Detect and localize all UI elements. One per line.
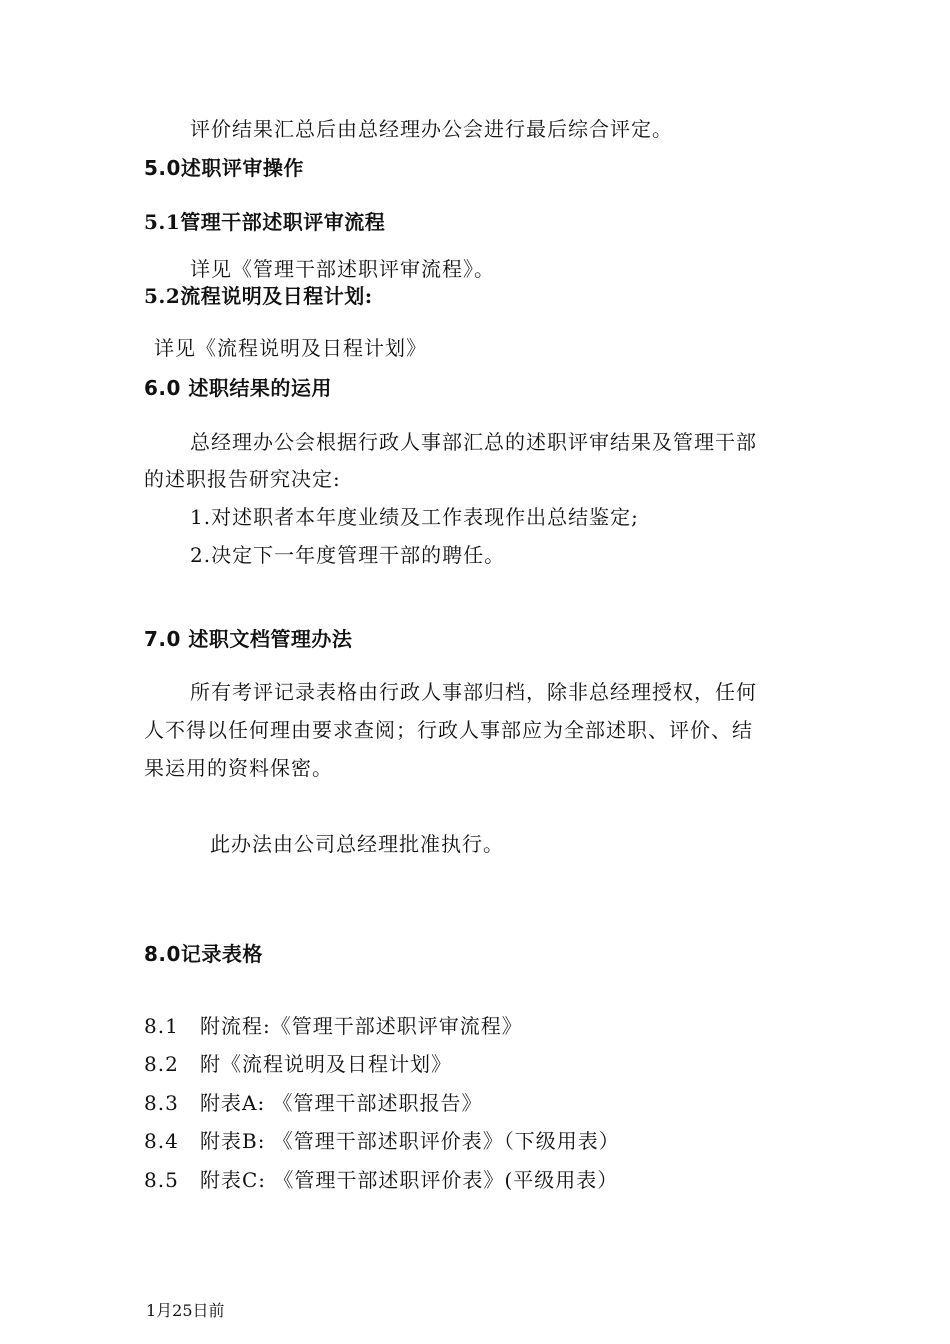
record-text: 附表A: 《管理干部述职报告》 <box>200 1091 483 1115</box>
paragraph-7-line2: 人不得以任何理由要求查阅；行政人事部应为全部述职、评价、结 <box>144 718 753 742</box>
record-text: 附表B: 《管理干部述职评价表》（下级用表） <box>200 1129 620 1153</box>
paragraph-5-1: 详见《管理干部述职评审流程》。 <box>190 257 495 281</box>
record-item <box>144 1012 523 1040</box>
record-text: 附《流程说明及日程计划》 <box>200 1052 452 1076</box>
paragraph-7-line3: 果运用的资料保密。 <box>144 756 333 780</box>
subsection-heading-5-2: 5.2流程说明及日程计划: <box>144 284 373 308</box>
section-heading-6: 6.0 述职结果的运用 <box>144 376 332 400</box>
record-number: 8.3 <box>144 1091 179 1115</box>
section-heading-8: 8.0记录表格 <box>144 942 263 966</box>
paragraph-7-line1: 所有考评记录表格由行政人事部归档，除非总经理授权，任何 <box>190 680 757 704</box>
record-item <box>144 1050 452 1078</box>
record-number: 8.1 <box>144 1014 179 1038</box>
page-footer-date: 1月25日前 <box>146 1301 225 1320</box>
section-heading-7: 7.0 述职文档管理办法 <box>144 627 353 651</box>
paragraph-6-line2: 的述职报告研究决定: <box>144 467 341 491</box>
paragraph-final-evaluation: 评价结果汇总后由总经理办公会进行最后综合评定。 <box>190 117 673 141</box>
record-number: 8.2 <box>144 1052 179 1076</box>
paragraph-6-item1: 1.对述职者本年度业绩及工作表现作出总结鉴定; <box>190 505 639 529</box>
record-item <box>144 1089 483 1117</box>
paragraph-approval: 此办法由公司总经理批准执行。 <box>210 832 504 856</box>
record-number: 8.5 <box>144 1168 179 1192</box>
record-number: 8.4 <box>144 1129 179 1153</box>
record-item <box>144 1127 620 1155</box>
record-text: 附表C: 《管理干部述职评价表》(平级用表） <box>200 1168 619 1192</box>
subsection-heading-5-1: 5.1管理干部述职评审流程 <box>144 210 386 234</box>
paragraph-6-line1: 总经理办公会根据行政人事部汇总的述职评审结果及管理干部 <box>190 430 757 454</box>
record-text: 附流程:《管理干部述职评审流程》 <box>200 1014 523 1038</box>
paragraph-5-2: 详见《流程说明及日程计划》 <box>154 336 427 360</box>
record-item <box>144 1166 618 1194</box>
section-heading-5: 5.0述职评审操作 <box>144 156 304 180</box>
paragraph-6-item2: 2.决定下一年度管理干部的聘任。 <box>190 543 506 567</box>
